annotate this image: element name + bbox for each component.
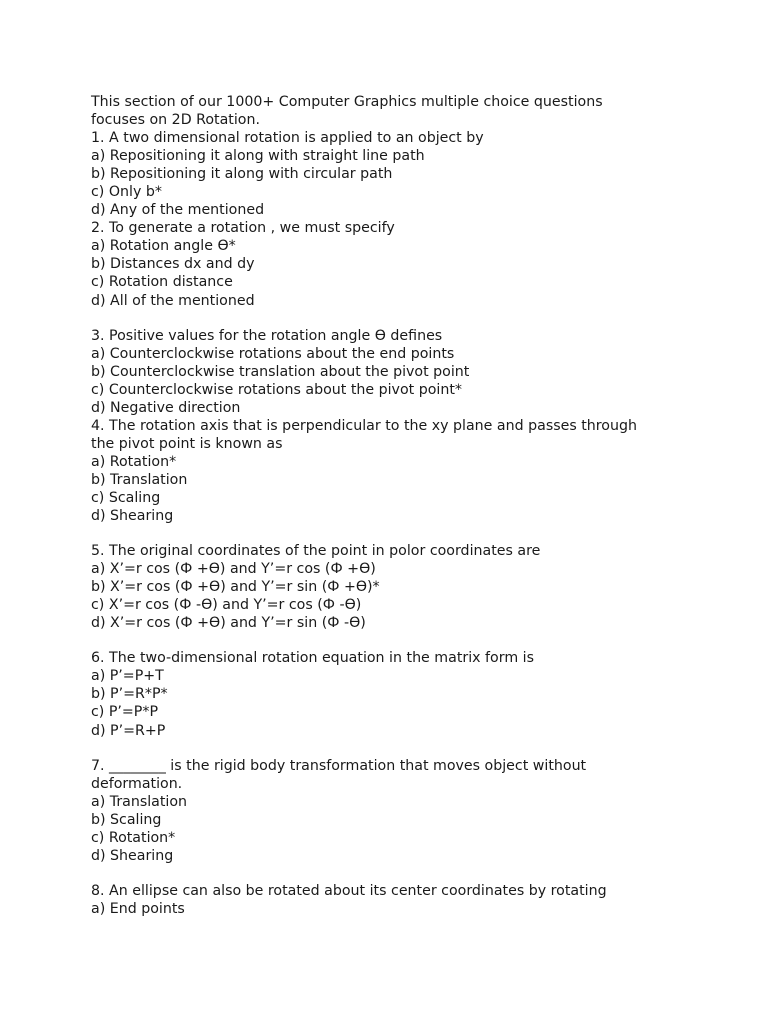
option-c: c) P’=P*P	[91, 704, 159, 721]
question-4	[91, 417, 751, 525]
option-c: c) X’=r cos (Ф -ϴ) and Y’=r cos (Ф -ϴ)	[91, 597, 362, 614]
option-d: d) Negative direction	[91, 399, 241, 416]
question-text: deformation.	[91, 775, 183, 792]
option-b: b) Scaling	[91, 811, 162, 828]
option-c: c) Scaling	[91, 489, 161, 506]
option-b: b) P’=R*P*	[91, 686, 168, 703]
question-text: 7. ________ is the rigid body transformation that moves object without	[91, 757, 587, 774]
question-3	[91, 327, 751, 417]
question-6	[91, 649, 751, 739]
question-8	[91, 882, 751, 918]
option-d: d) Any of the mentioned	[91, 202, 265, 219]
option-c: c) Counterclockwise rotations about the pivot point*	[91, 381, 462, 398]
option-a: a) End points	[91, 900, 185, 917]
document-page	[91, 93, 751, 918]
paragraph-gap	[91, 865, 751, 882]
option-b: b) Distances dx and dy	[91, 256, 255, 273]
question-text: 8. An ellipse can also be rotated about its center coordinates by rotating	[91, 882, 607, 899]
option-d: d) X’=r cos (Ф +ϴ) and Y’=r sin (Ф -ϴ)	[91, 615, 366, 632]
option-a: a) Translation	[91, 793, 188, 810]
question-text: 6. The two-dimensional rotation equation in the matrix form is	[91, 650, 534, 667]
option-b: b) X’=r cos (Ф +ϴ) and Y’=r sin (Ф +ϴ)*	[91, 579, 380, 596]
option-d: d) P’=R+P	[91, 722, 166, 739]
question-5	[91, 542, 751, 632]
paragraph-gap	[91, 740, 751, 757]
option-b: b) Translation	[91, 471, 188, 488]
option-a: a) Rotation angle ϴ*	[91, 238, 236, 255]
question-2	[91, 219, 751, 309]
option-d: d) All of the mentioned	[91, 292, 255, 309]
question-7	[91, 757, 751, 865]
option-a: a) P’=P+T	[91, 668, 164, 685]
paragraph-gap	[91, 632, 751, 649]
option-a: a) Repositioning it along with straight line path	[91, 148, 425, 165]
question-text: the pivot point is known as	[91, 435, 283, 452]
option-d: d) Shearing	[91, 847, 174, 864]
question-1	[91, 129, 751, 219]
option-a: a) X’=r cos (Ф +ϴ) and Y’=r cos (Ф +ϴ)	[91, 561, 376, 578]
question-text: 4. The rotation axis that is perpendicular to the xy plane and passes through	[91, 417, 637, 434]
intro-line: focuses on 2D Rotation.	[91, 112, 260, 129]
option-d: d) Shearing	[91, 508, 174, 525]
option-c: c) Rotation*	[91, 829, 176, 846]
question-text: 3. Positive values for the rotation angle ϴ defines	[91, 327, 443, 344]
option-b: b) Repositioning it along with circular path	[91, 166, 393, 183]
question-text: 1. A two dimensional rotation is applied to an object by	[91, 130, 484, 147]
intro-line: This section of our 1000+ Computer Graphics multiple choice questions	[91, 94, 603, 110]
option-a: a) Counterclockwise rotations about the end points	[91, 345, 455, 362]
question-text: 2. To generate a rotation , we must specify	[91, 220, 395, 237]
paragraph-gap	[91, 525, 751, 542]
question-text: 5. The original coordinates of the point in polor coordinates are	[91, 543, 541, 560]
option-b: b) Counterclockwise translation about the pivot point	[91, 363, 470, 380]
option-c: c) Only b*	[91, 184, 162, 201]
option-a: a) Rotation*	[91, 453, 177, 470]
option-c: c) Rotation distance	[91, 274, 233, 291]
paragraph-gap	[91, 310, 751, 327]
